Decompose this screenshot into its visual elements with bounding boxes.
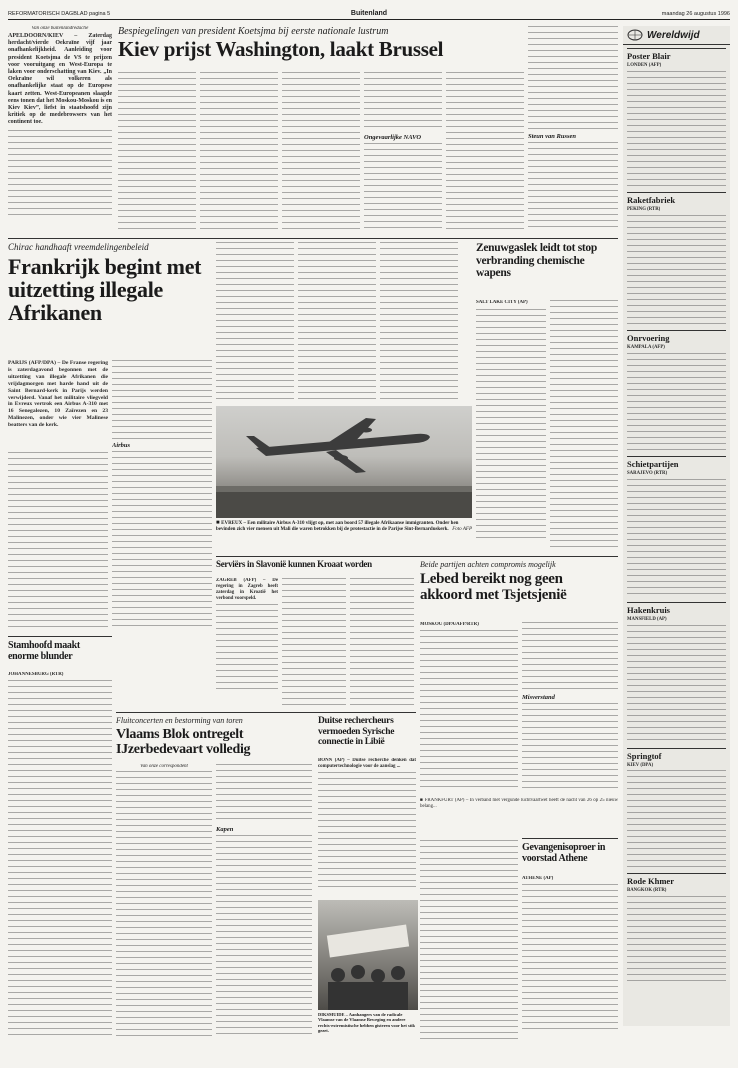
sidebar-item-body: [627, 353, 726, 453]
frankrijk-body-5: [380, 242, 458, 402]
lebed-col-2: [522, 622, 618, 794]
kiev-body-7b: [528, 142, 618, 232]
kiev-body-5b: [364, 143, 442, 231]
sidebar-news-item: [627, 192, 726, 327]
servieers-body-2: [282, 578, 346, 708]
vlaams-col-2: [216, 764, 312, 1044]
bullet-icon: ■: [216, 520, 222, 526]
russen-subhead: Steun van Russen: [528, 133, 577, 140]
duitse-text: [318, 772, 416, 887]
zenuwgas-header: [476, 242, 618, 292]
servieers-headline: Serviërs in Slavonië kunnen Kroaat worden: [216, 560, 372, 569]
sidebar-news-item: [627, 602, 726, 745]
zenuwgas-headline: Zenuwgaslek leidt tot stop verbranding chemische wapens: [476, 242, 597, 279]
kiev-headline: Kiev prijst Washington, laakt Brussel: [118, 37, 444, 61]
sidebar-item-body: [627, 625, 726, 745]
sidebar-items: [623, 48, 730, 986]
sidebar-item-dateline: BANGKOK (RTR): [627, 888, 667, 894]
sidebar-item-dateline: LONDEN (AFP): [627, 63, 662, 68]
divider: [116, 712, 416, 713]
masthead: [8, 6, 730, 20]
frankrijk-headline: Frankrijk begint met uitzetting illegale Afrikanen: [8, 254, 202, 325]
duitse-header: [318, 716, 416, 754]
issue-date: maandag 26 augustus 1996: [661, 11, 730, 17]
servieers-body-3: [350, 578, 414, 708]
gevang-dateline: ATHENE (AP): [522, 876, 554, 881]
sidebar-item-title: Springtof: [627, 748, 726, 761]
sidebar-item-body: [627, 71, 726, 189]
kiev-subhead: Ongevaarlijke NAVO: [364, 134, 422, 141]
sidebar-logo: Wereldwijd: [647, 29, 700, 41]
frankrijk-body-4: [298, 242, 376, 402]
wereldwijd-sidebar: [623, 26, 730, 1026]
stamhoofd-dateline: JOHANNESBURG (RTR): [8, 672, 64, 677]
vlaams-header: [116, 716, 312, 760]
sidebar-news-item: [627, 48, 726, 189]
divider: [8, 238, 618, 239]
lebed-header: [420, 560, 618, 618]
servieers-header: [216, 560, 416, 574]
sidebar-news-item: [627, 330, 726, 453]
divider: [216, 556, 618, 557]
servieers-col-1: [216, 578, 278, 708]
kiev-lead: APELDOORN/KIEV – Zaterdag herdacht/vierde Oekraïne vijf jaar onafhankelijkheid. Aanleiding voor president Koetsjma de VS te prijzen voor vooruitgang en West-Europa te laken voor onderschatting van Kiev. „In Oekraïne wil volkeren als onafhankelijke staat op de Europese kaart zetten. West-Europeanen slaagde eens tonen dat het Moskou-Moskou is en Kiev Kiev”, liefst in staatshoofd zijn kritiek op de medebrowsers van het continent toe.: [8, 33, 112, 126]
frankfurt-brief: [420, 798, 618, 836]
vlaams-body-1: [116, 771, 212, 1039]
frankrijk-body-1: [8, 452, 108, 632]
kiev-lead-column: [8, 26, 112, 236]
duitse-body: [318, 758, 416, 898]
servieers-dateline: ZAGREB (AFP) – De regering in Zagreb heeft zaterdag in Kroatië het verbond voorspeld.: [216, 578, 278, 602]
diksmuide-caption: DIKSMUIDE – Aanhangers van de radicale Vlaamse van de Vlaamse Beweging en andere rechts-extremistische hebben gisteren voor het stik gezet.: [318, 1012, 416, 1034]
lebed-kicker: Beide partijen achten compromis mogelijk: [420, 560, 556, 569]
stamhoofd-body: [8, 672, 112, 1044]
servieers-body-1: [216, 604, 278, 694]
gevang-text: [522, 884, 618, 1034]
divider: [522, 838, 618, 839]
lebed-dateline: MOSKOU (DPA/AFP/RTR): [420, 622, 479, 627]
frankrijk-body-2b: [112, 451, 212, 629]
sidebar-item-dateline: PEKING (RTR): [627, 206, 661, 212]
sidebar-item-dateline: MANSFIELD (AP): [627, 616, 667, 622]
sidebar-item-dateline: KAMPALA (AFP): [627, 344, 665, 350]
lebed-col-1: [420, 622, 518, 794]
sidebar-item-dateline: KIEV (DPA): [627, 762, 654, 768]
kiev-body-2: [118, 72, 196, 232]
frankrijk-lead: PARIJS (AFP/DPA) – De Franse regering is zaterdagavond begonnen met de uitzetting van illegale Afrikanen die vrijdagmorgen met harde hand uit de Saint Bernard-kerk in Parijs werden verwijderd. Vanaf het militaire vliegveld in Evreux vertrok een Airbus A-310 met 16 Senegalezen, 10 Zaïrezen en 23 Malinezen, onder wie vier Malinese beatters van de kerk.: [8, 360, 108, 429]
zenuwgas-col-1: [476, 300, 546, 550]
zenuwgas-body-1: [476, 309, 546, 539]
kiev-body-1: [8, 130, 112, 220]
sidebar-item-title: Schietpartijen: [627, 456, 726, 469]
vlaams-headline: Vlaams Blok ontregelt IJzerbedevaart volledig: [116, 727, 251, 757]
frankfurt-text: FRANKFURT (AP) – In verband met vergunde luchtvaartwet heeft de nacht van 26 op 25 nieuw belang...: [420, 798, 618, 810]
stamhoofd-header: [8, 640, 112, 670]
frankrijk-body-2a: [112, 360, 212, 440]
kiev-body-6: [446, 72, 524, 232]
lebed-body-2a: [522, 622, 618, 692]
frankrijk-header: [8, 242, 208, 357]
lebed-body-1: [420, 630, 518, 790]
vlaams-subhead: Kapen: [216, 826, 234, 833]
sidebar-item-title: Raketfabriek: [627, 192, 726, 205]
zenuwgas-dateline: SALT LAKE CITY (AP): [476, 300, 528, 305]
sidebar-item-body: [627, 215, 726, 327]
divider: [8, 636, 112, 637]
airbus-caption-text: EVREUX – Een militaire Airbus A-310 vlijgt op, met aan boord 57 illegale Afrikaanse immigranten. Onder hen bevinden zich vier mensen uit Mali die waren betrokken bij de protestactie in de Parijse Sint-Bernarduskerk.: [216, 521, 459, 532]
protest-banner-icon: [318, 900, 418, 1010]
sidebar-news-item: [627, 456, 726, 599]
stamhoofd-headline: Stamhoofd maakt enorme blunder: [8, 640, 80, 662]
sidebar-item-title: Onrvoering: [627, 330, 726, 343]
diksmuide-photo: [318, 900, 418, 1010]
frankrijk-body-2-wrap: [112, 360, 212, 632]
sidebar-item-title: Hakenkruis: [627, 602, 726, 615]
vlaams-byline: Van onze correspondent: [140, 764, 188, 769]
sidebar-item-body: [627, 896, 726, 986]
kiev-kicker: Bespiegelingen van president Koetsjma bij eerste nationale lustrum: [118, 26, 389, 37]
airbus-caption: [216, 520, 472, 552]
stamhoofd-text: [8, 680, 112, 1040]
sidebar-news-item: [627, 748, 726, 871]
kiev-body-5a: [364, 72, 442, 132]
sidebar-item-title: Rode Khmer: [627, 873, 726, 886]
kiev-body-5-wrap: [364, 72, 442, 232]
frankrijk-body-3: [216, 242, 294, 402]
sidebar-logo-bar: [623, 26, 730, 45]
lebed-body-2b: [522, 703, 618, 791]
vlaams-col-1: [116, 764, 212, 1044]
sidebar-item-dateline: SARAJEVO (RTR): [627, 470, 668, 476]
airplane-icon: [216, 406, 472, 518]
lebed-headline: Lebed bereikt nog geen akkoord met Tsjetsjenië: [420, 571, 567, 603]
kiev-body-3: [200, 72, 278, 232]
paper-page-label: REFORMATORISCH DAGBLAD pagina 5: [8, 11, 111, 17]
sidebar-item-title: Poster Blair: [627, 48, 726, 61]
zenuwgas-body-2: [550, 300, 618, 550]
airbus-photo: [216, 406, 472, 518]
vlaams-body-2a: [216, 764, 312, 824]
sidebar-item-body: [627, 770, 726, 870]
photo-credit: Foto AFP: [452, 527, 472, 532]
sidebar-item-body: [627, 479, 726, 599]
bullet-icon: ■: [420, 798, 425, 803]
duitse-headline: Duitse rechercheurs vermoeden Syrische connectie in Libië: [318, 716, 395, 747]
kiev-byline: Van onze buitenlandredactie: [31, 26, 89, 31]
vlaams-body-2b: [216, 835, 312, 1035]
sidebar-news-item: [627, 873, 726, 986]
frankrijk-subhead: Airbus: [112, 442, 131, 449]
kiev-body-4: [282, 72, 360, 232]
frankrijk-kicker: Chirac handhaaft vreemdelingenbeleid: [8, 242, 149, 252]
gevang-body: [522, 876, 618, 1044]
globe-icon: [627, 29, 643, 41]
gevang-headline: Gevangenisoproer in voorstad Athene: [522, 842, 606, 864]
duitse-dateline: BONN (AP) – Duitse recherche denken dat computertechnologie voor de aanslag ...: [318, 758, 416, 770]
kiev-body-7-wrap: [528, 26, 618, 236]
lebed-subhead: Misverstand: [522, 694, 555, 701]
lebed-body-3: [420, 840, 518, 1044]
kiev-body-7a: [528, 26, 618, 131]
section-title: Buitenland: [350, 10, 388, 17]
gevang-header: [522, 842, 618, 872]
vlaams-kicker: Fluitconcerten en bestorming van toren: [116, 716, 243, 725]
